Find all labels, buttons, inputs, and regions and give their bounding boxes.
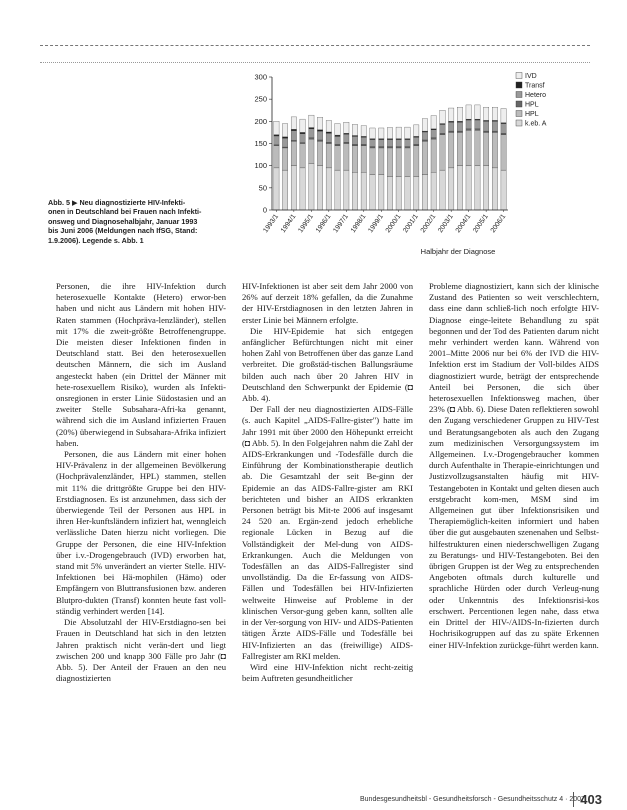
bar-segment [335,144,340,145]
bar-segment [466,120,471,129]
bar-segment [431,130,436,138]
bar-segment [309,128,314,129]
bar-segment [326,144,331,168]
bar-segment [422,140,427,141]
bar-segment [335,135,340,136]
bar-segment [352,144,357,145]
bar-segment [274,136,279,145]
body-paragraph: Probleme diagnostiziert, kann sich der klinische Zustand des Patienten so weit verschlechtern, dass eine dann schließ-lich noch erfolgte HIV-Diagnose einge-leitete Behandlung zu spät begonnen und der Tod des Patienten darum nicht mehr verhindert werden kann. Während von 2001–Mitte 2006 nur bei 6% der IVD die HIV-Infektion erst im Stadium der Voll-bildes AIDS diagnostiziert wurde, beträgt der entsprechende Anteil bei Personen, die sich über heterosexuellen Infektionsweg machen, über 23% (◘ Abb. 6). Diese Daten reflektieren sowohl den Zugang verschiedener Gruppen zu HIV-Test und Beratungsangeboten als auch den Zugang zum medizinischen Versorgungssystem im Allgemeinen. I.v.-Drogengebraucher kommen durch Aufenthalte in Therapie-einrichtungen und Justizvollzugsanstalten häufig mit HIV-Testangeboten in Kontakt und gelten diesen auch erstgebracht kom-men, MSM sind im Allgemeinen gut über Infektionsrisiken und Therapiemöglich-keiten informiert und haben über die gut ausgebauten szenenahen und Selbst-hilfestrukturen einen niederschwelligen Zugang zu Beratungs- und HIV-Testangeboten. Bei den übrigen Gruppen ist der Weg zu entsprechenden Angeboten oftmals durch kulturelle und sprachliche Hürden oder durch Verleug-nung oder Unkenntnis des Infektionsrisi-kos erschwert. Percentionen legen nahe, dass etwa ein Drittel der HIV-/AIDS-In-fizierten durch Hochrisikogruppen auf das zu späte Erkennen einer HIV-Infektion zurückge-führt werden kann. [429,281,599,650]
bar-segment [501,108,506,122]
body-paragraph: Personen, die ihre HIV-Infektion durch heterosexuelle Kontakte (Hetero) erwor-ben haben und nicht aus Ländern mit hohen HIV-Raten stammen (Hochpräva-lenzländer), stellen mit 17% die zweit-größte Betroffenengruppe. Die meisten dieser Infektionen finden in Deutschland statt. Bei den heterosexuellen deutschen Männern, die sich im Ausland angesteckt haben (ein Drittel der Männer mit hete-rosexuellem Risiko), wurden als Infekti-onsregionen in erster Linie Südostasien und an zweiter Stelle Subsahara-Afri-ka genannt, während sich die im Ausland infizierten Frauen (20%) überwiegend in Subsahara-Afrika infiziert haben. [56,281,226,448]
x-tick-label: 2005/1 [472,213,490,235]
bar-segment [431,139,436,172]
bar-segment [309,138,314,139]
bar-segment [326,142,331,143]
bar-segment [379,175,384,210]
bar-segment [483,121,488,131]
legend-swatch [516,101,522,107]
bar-segment [282,148,287,170]
caption-line: onen in Deutschland bei Frauen nach Infekti- [48,207,202,217]
bar-segment [414,177,419,210]
bar-segment [448,132,453,167]
bar-segment [335,170,340,210]
bar-segment [501,124,506,134]
legend-label: IVD [525,73,537,80]
caption-line: bis Juni 2006 (Meldungen nach IfSG, Stand: [48,226,198,236]
y-tick-label: 150 [254,139,267,148]
y-tick-label: 0 [262,205,267,215]
bar-segment [448,108,453,121]
bar-segment [326,132,331,133]
bar-segment [414,125,419,137]
bar-segment [440,133,445,134]
caption-line: 1.9.2006). Legende s. Abb. 1 [48,235,144,245]
bar-segment [414,146,419,177]
x-tick-label: 2006/1 [489,213,508,235]
bar-segment [396,148,401,177]
legend-swatch [516,73,522,79]
bar-segment [352,136,357,144]
bar-segment [475,120,480,129]
bar-segment [492,132,497,167]
bar-segment [448,131,453,132]
bar-segment [370,147,375,148]
bar-segment [431,172,436,210]
bar-segment [405,140,410,147]
legend-label: k.eb. A [525,120,547,128]
x-tick-label: 1998/1 [349,213,368,235]
bar-segment [326,120,331,132]
bar-segment [326,168,331,210]
x-tick-label: 1995/1 [297,213,315,235]
caption-line: onsweg und Diagnosehalbjahr, Januar 1993 [48,216,198,226]
bar-segment [414,144,419,145]
y-tick-label: 100 [254,161,267,171]
x-tick-label: 2002/1 [419,213,438,235]
bar-segment [422,141,427,174]
bar-segment [344,134,349,142]
bar-segment [492,107,497,120]
bar-segment [282,124,287,137]
bar-segment [405,147,410,148]
y-tick-label: 200 [254,116,267,126]
bar-segment [457,132,462,165]
bar-segment [396,147,401,148]
legend-label: Transf [525,82,545,90]
body-paragraph: Die Absolutzahl der HIV-Erstdiagno-sen bei Frauen in Deutschland hat sich in den letzten Jahren praktisch nicht verän-dert und liegt zwischen 200 und knapp 300 Fälle pro Jahr (◘ Abb. 5). Der Anteil der Frauen an den neu diagnostizierten [56,617,226,684]
bar-segment [335,146,340,170]
bar-segment [282,137,287,138]
x-tick-label: 1996/1 [314,213,333,235]
bar-segment [379,147,384,148]
bar-segment [274,121,279,134]
bar-segment [457,122,462,131]
bar-segment [414,137,419,144]
bar-segment [291,131,296,141]
figure-caption [48,198,238,245]
x-axis-label: Halbjahr der Diagnose [420,247,496,256]
bar-segment [317,140,322,141]
bar-segment [317,141,322,165]
legend-swatch [516,82,522,88]
legend-swatch [516,92,522,98]
bar-segment [405,127,410,139]
bar-segment [422,119,427,131]
bar-segment [422,175,427,210]
bar-segment [501,135,506,170]
bar-segment [379,140,384,147]
bar-segment [440,124,445,133]
bar-segment [361,144,366,145]
bar-segment [405,177,410,210]
text-column-1 [56,281,226,684]
chart-legend [516,73,547,128]
bar-segment [282,170,287,210]
bar-segment [492,131,497,132]
bar-segment [344,142,349,143]
page-footer [360,792,602,807]
bar-segment [335,124,340,136]
bar-segment [492,168,497,210]
bar-segment [370,140,375,147]
bar-segment [475,105,480,119]
bar-segment [291,141,296,165]
bar-segment [291,117,296,129]
header-rule-bottom [40,62,590,63]
bar-segment [361,172,366,210]
bar-segment [370,148,375,175]
bar-segment [335,136,340,144]
bar-segment [309,139,314,163]
x-tick-label: 2001/1 [402,213,420,235]
x-tick-label: 2003/1 [437,213,455,235]
bar-segment [274,168,279,210]
bar-segment [396,140,401,147]
bar-segment [387,147,392,148]
x-tick-label: 2000/1 [384,213,403,235]
bar-segment [475,129,480,130]
body-paragraph: Personen, die aus Ländern mit einer hohen HIV-Prävalenz in der allgemeinen Bevölkerung (Hochprävalenzländer, HPL) stammen, stellen mit 11% die drittgrößte Gruppe bei den HIV-Erstdiagnosen. Es ist anzunehmen, dass sich der überwiegende Teil der Personen aus HPL in ihren Her-kunftsländern infiziert hat, wenngleich verlässliche Daten hierzu nicht vorliegen. Die Gruppe der Personen, die eine HIV-Infektion über i.v.-Drogengebrauch (IVD) erworben hat, stand mit 5% unverändert an vierter Stelle. HIV-Infektionen bei Hä-mophilen (Hämo) oder Empfängern von Bluttransfusionen bzw. anderen Blutpro-dukten (Transf) konnten heute fast voll-ständig verhindert werden [14]. [56,449,226,616]
bar-segment [370,175,375,210]
bar-segment [483,166,488,210]
bar-segment [317,131,322,140]
body-paragraph: Die HIV-Epidemie hat sich entgegen anfänglicher Befürchtungen nicht mit einer hohen Zahl von Betroffenen über das ganze Land verbreitet. Die großstäd-tischen Ballungsräume bilden auch nach über 20 Jahren HIV in Deutschland den Schwerpunkt der Epidemie (◘ Abb. 4). [242,325,413,404]
chart-bars [274,105,507,210]
bar-segment [448,168,453,210]
bar-segment [291,129,296,130]
bar-segment [440,170,445,210]
bar-segment [361,146,366,173]
bar-segment [466,105,471,119]
y-tick-label: 250 [254,94,267,104]
bar-segment [466,166,471,210]
body-paragraph: Der Fall der neu diagnostizierten AIDS-Fälle (s. auch Kapitel „AIDS-Fallre-gister") hatte im Jahr 1991 mit über 2000 den Höhepunkt erreicht (◘ Abb. 5). In den Folgejahren nahm die Zahl der AIDS-Erkrankungen und -Todesfälle durch die Einführung der Kombinationstherapie deutlich ab. Die Gesamtzahl der seit Be-ginn der Epidemie an das AIDS-Fallre-gister am RKI berichteten und bisher an AIDS erkrankten Personen beträgt bis Mit-te 2006 auf insgesamt 24 520 an. Ergän-zend jedoch erhebliche regionale Lücken in Bezug auf die Vollständigkeit der Mel-dung von AIDS-Erkrankungen. Auch die Meldungen von Todesfällen an das AIDS-Fallregister sind unvollständig. Da die Er-fassung von AIDS-Fällen und Todesfällen bei HIV-Infizierten weltweite Hinweise auf Probleme in der klinischen Versor-gung geben kann, sollten alle in der Ver-sorgung von HIV- und AIDS-Patienten tätigen Ärzte AIDS-Fälle und Todesfälle bei HIV-Infizierten an das (freiwillige) AIDS-Fallregister am RKI melden. [242,404,413,661]
bar-segment [501,170,506,210]
bar-segment [344,122,349,133]
bar-segment [379,148,384,175]
x-tick-label: 1994/1 [279,213,298,235]
bar-segment [291,166,296,210]
bar-segment [387,148,392,177]
text-column-2 [242,281,413,684]
bar-segment [387,177,392,210]
bar-segment [361,137,366,144]
bar-segment [501,133,506,134]
bar-segment [300,134,305,143]
bar-segment [440,110,445,123]
bar-segment [431,138,436,139]
bar-segment [422,132,427,140]
bar-segment [274,146,279,168]
bar-segment [317,130,322,131]
bar-segment [466,130,471,165]
bar-segment [352,124,357,135]
header-rule-top [40,45,590,46]
bar-segment [387,128,392,139]
legend-swatch [516,120,522,126]
bar-segment [317,117,322,129]
bar-segment [396,177,401,210]
stacked-bar-chart [238,68,598,258]
bar-segment [352,172,357,210]
bar-segment [405,148,410,177]
x-tick-label: 1999/1 [367,213,385,235]
bar-segment [387,140,392,147]
bar-segment [457,166,462,210]
bar-segment [300,132,305,133]
legend-label: HPL [525,101,539,109]
bar-segment [344,144,349,171]
bar-segment [475,130,480,165]
bar-segment [475,166,480,210]
legend-label: Hetero [525,92,547,99]
bar-segment [309,129,314,138]
bar-segment [483,107,488,120]
bar-segment [300,144,305,168]
bar-segment [483,131,488,132]
bar-segment [396,127,401,139]
bar-segment [457,131,462,132]
body-paragraph: Wird eine HIV-Infektion nicht recht-zeitig beim Auftreten gesundheitlicher [242,661,413,684]
bar-segment [282,138,287,147]
bar-segment [344,170,349,210]
bar-segment [492,121,497,131]
bar-segment [309,163,314,210]
x-tick-label: 1997/1 [332,213,350,235]
bar-segment [326,133,331,142]
bar-segment [300,168,305,210]
bar-segment [431,116,436,129]
bar-segment [440,135,445,170]
y-tick-label: 50 [258,183,267,193]
bar-segment [370,128,375,139]
bar-segment [466,129,471,130]
x-tick-label: 1993/1 [262,213,281,235]
journal-citation: Bundesgesundheitsbl - Gesundheitsforsch - Gesundheitsschutz 4 · 2007 [360,796,585,803]
bar-segment [457,107,462,121]
bar-segment [483,132,488,165]
x-axis [262,210,508,234]
bar-segment [309,115,314,127]
bar-segment [448,122,453,131]
legend-label: HPL [525,111,539,118]
body-paragraph: HIV-Infektionen ist aber seit dem Jahr 2000 von 26% auf derzeit 18% gefallen, da die Zunahme der HIV-Erstdiagnosen in den letzten Jahren in erster Linie bei Männern erfolgte. [242,281,413,325]
bar-segment [379,128,384,139]
x-tick-label: 2004/1 [454,213,473,235]
caption-line: Abb. 5 ▶ Neu diagnostizierte HIV-Infekti- [48,198,186,207]
bar-segment [361,126,366,137]
y-axis [254,73,272,215]
bar-segment [274,135,279,136]
y-tick-label: 300 [254,72,267,82]
page-number: 403 [573,792,602,807]
legend-swatch [516,111,522,117]
bar-segment [317,166,322,210]
text-column-3 [429,281,599,651]
bar-segment [300,119,305,132]
bar-segment [352,146,357,173]
